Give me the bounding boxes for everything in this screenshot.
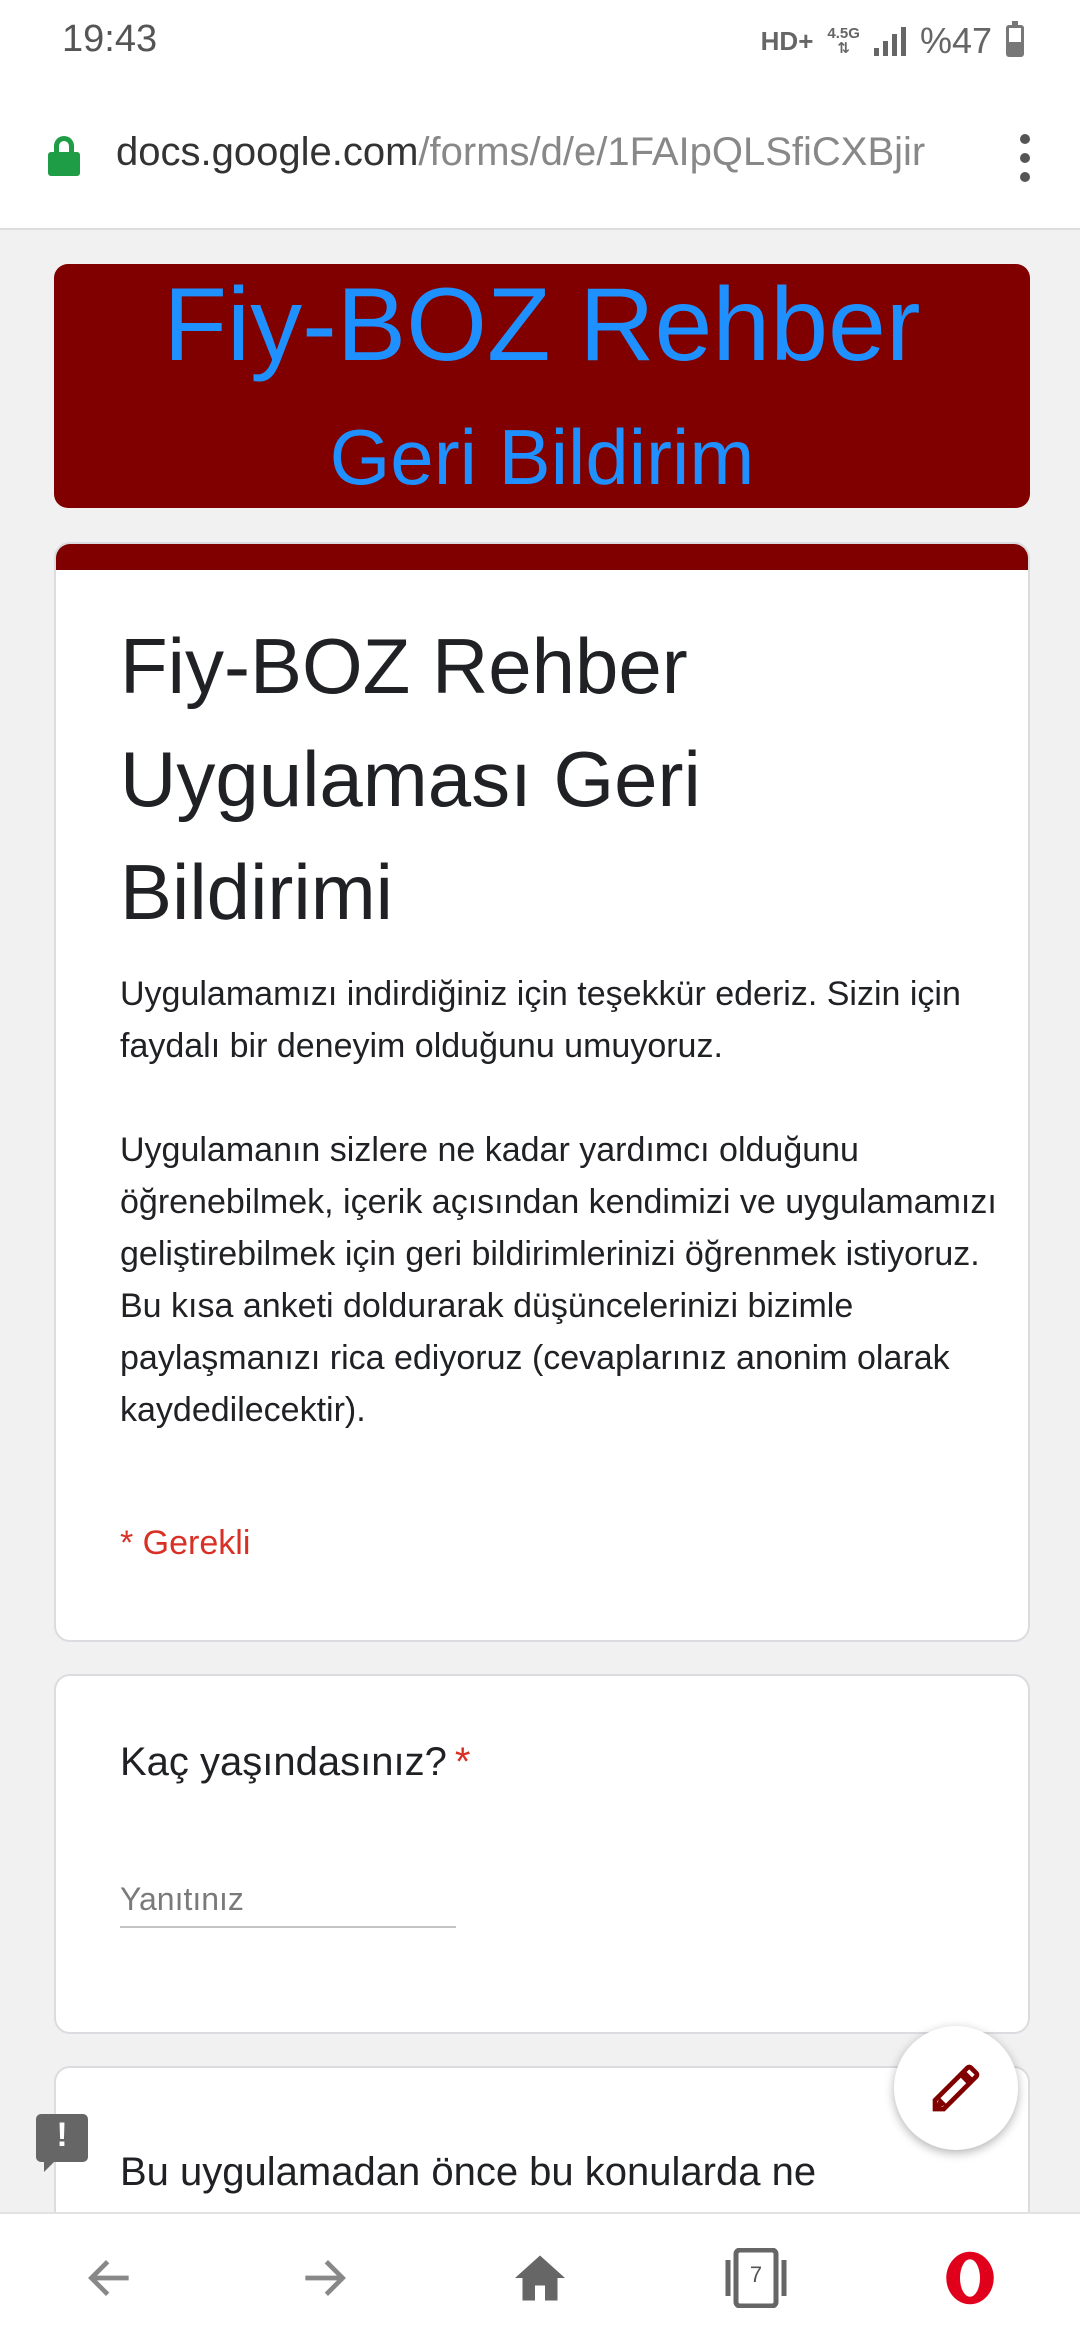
data-arrows-icon: ⇅ [837,40,850,57]
required-mark: * [454,1740,471,1784]
banner-subtitle: Geri Bildirim [329,413,755,501]
battery-icon [1006,25,1024,57]
question-text: Kaç yaşındasınız? [120,1740,447,1784]
signal-icon [874,26,906,56]
form-title-card [54,542,1030,1642]
required-note: * Gerekli [120,1524,251,1562]
network-gen [827,26,860,56]
forward-icon [296,2250,352,2306]
back-button[interactable] [74,2242,146,2314]
question-title: Bu uygulamadan önce bu konularda ne [120,2150,817,2194]
browser-bottom-nav [0,2212,1080,2340]
network-gen-label: 4.5G [827,25,860,42]
banner-title: Fiy-BOZ Rehber [163,267,921,383]
opera-icon [940,2248,1000,2308]
opera-menu-button[interactable] [934,2242,1006,2314]
question-title [120,1740,470,1785]
battery-percent: %47 [919,20,992,61]
edit-button[interactable] [894,2026,1018,2150]
status-indicators [761,20,1024,62]
lock-icon[interactable] [48,136,80,176]
status-bar [0,0,1080,90]
question-card [54,1674,1030,2034]
form-header-banner [54,264,1030,508]
status-time: 19:43 [62,18,158,60]
back-icon [82,2250,138,2306]
answer-input[interactable] [120,1872,456,1928]
home-icon [510,2248,570,2308]
home-button[interactable] [504,2242,576,2314]
url-host: docs.google.com [116,130,419,174]
form-title: Fiy-BOZ Rehber Uygulaması Geri Bildirimi [120,622,701,936]
tabs-button[interactable] [720,2242,792,2314]
edit-icon [928,2060,984,2116]
address-bar [0,90,1080,230]
forward-button[interactable] [288,2242,360,2314]
report-icon[interactable]: ! [36,2114,88,2162]
url-path: /forms/d/e/1FAIpQLSfiCXBjir [418,130,926,174]
card-accent-bar [54,542,1030,570]
more-vert-icon[interactable] [1020,134,1032,182]
network-label: HD+ [760,25,814,56]
tabs-count: 7 [749,2262,763,2287]
url-field[interactable] [116,130,966,175]
form-description: Uygulamamızı indirdiğiniz için teşekkür ederiz. Sizin için faydalı bir deneyim olduğunu umuyoruz. Uygulamanın sizlere ne kadar yardımcı olduğunu öğrenebilmek, içerik açısından kendimizi ve uygulamamızı geliştirebilmek için geri bildirimlerinizi öğrenmek istiyoruz. Bu kısa anketi doldurarak düşüncelerinizi bizimle paylaşmanızı rica ediyoruz (cevaplarınız anonim olarak kaydedilecektir). [120,975,997,1429]
